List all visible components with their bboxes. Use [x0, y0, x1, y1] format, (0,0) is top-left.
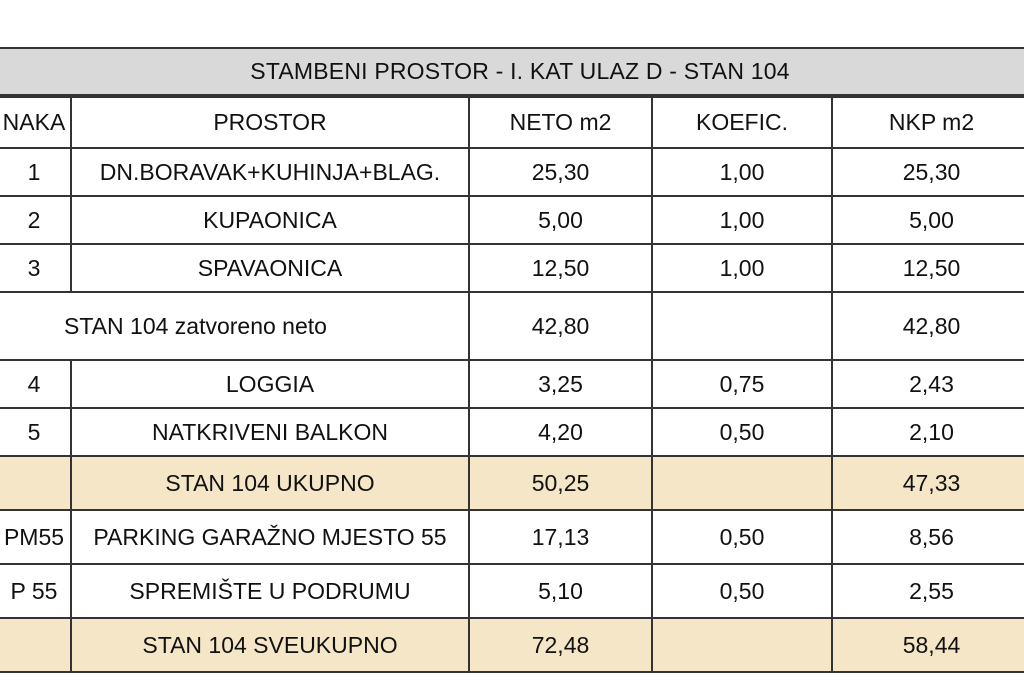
header-koef: KOEFIC.: [652, 97, 832, 148]
cell-oznaka: 2: [0, 196, 71, 244]
table-row: [0, 148, 1024, 196]
total-koef: [652, 456, 832, 510]
cell-oznaka: PM55: [0, 510, 71, 564]
table-row: [0, 408, 1024, 456]
cell-oznaka: 5: [0, 408, 71, 456]
area-table: [0, 96, 1024, 673]
table-row: [0, 510, 1024, 564]
cell-koef: 0,50: [652, 564, 832, 618]
table-title: STAMBENI PROSTOR - I. KAT ULAZ D - STAN 104: [250, 58, 790, 84]
total-row: [0, 456, 1024, 510]
table-title-row: [0, 47, 1024, 96]
cell-prostor: SPREMIŠTE U PODRUMU: [71, 564, 469, 618]
cell-oznaka: 4: [0, 360, 71, 408]
cell-koef: 1,00: [652, 148, 832, 196]
cell-koef: 0,75: [652, 360, 832, 408]
cell-neto: 3,25: [469, 360, 652, 408]
total-neto: 50,25: [469, 456, 652, 510]
subtotal-label: STAN 104 zatvoreno neto: [0, 292, 469, 360]
cell-prostor: NATKRIVENI BALKON: [71, 408, 469, 456]
header-neto: NETO m2: [469, 97, 652, 148]
grand-total-label: STAN 104 SVEUKUPNO: [71, 618, 469, 672]
cell-neto: 12,50: [469, 244, 652, 292]
cell-neto: 25,30: [469, 148, 652, 196]
cell-nkp: 2,10: [832, 408, 1024, 456]
grand-total-row: [0, 618, 1024, 672]
table-row: [0, 360, 1024, 408]
cell-nkp: 5,00: [832, 196, 1024, 244]
header-row: [0, 97, 1024, 148]
cell-neto: 5,00: [469, 196, 652, 244]
cell-neto: 5,10: [469, 564, 652, 618]
cell-nkp: 2,55: [832, 564, 1024, 618]
grand-total-nkp: 58,44: [832, 618, 1024, 672]
cell-nkp: 12,50: [832, 244, 1024, 292]
total-label: STAN 104 UKUPNO: [71, 456, 469, 510]
table-row: [0, 564, 1024, 618]
total-nkp: 47,33: [832, 456, 1024, 510]
cell-koef: 0,50: [652, 408, 832, 456]
table-row: [0, 196, 1024, 244]
cell-oznaka: 1: [0, 148, 71, 196]
grand-total-oznaka: [0, 618, 71, 672]
subtotal-nkp: 42,80: [832, 292, 1024, 360]
cell-nkp: 8,56: [832, 510, 1024, 564]
cell-prostor: LOGGIA: [71, 360, 469, 408]
cell-oznaka: P 55: [0, 564, 71, 618]
header-prostor: PROSTOR: [71, 97, 469, 148]
subtotal-koef: [652, 292, 832, 360]
cell-oznaka: 3: [0, 244, 71, 292]
subtotal-row: [0, 292, 1024, 360]
subtotal-neto: 42,80: [469, 292, 652, 360]
grand-total-neto: 72,48: [469, 618, 652, 672]
cell-koef: 0,50: [652, 510, 832, 564]
cell-nkp: 25,30: [832, 148, 1024, 196]
cell-koef: 1,00: [652, 196, 832, 244]
header-nkp: NKP m2: [832, 97, 1024, 148]
cell-nkp: 2,43: [832, 360, 1024, 408]
table-row: [0, 244, 1024, 292]
cell-prostor: PARKING GARAŽNO MJESTO 55: [71, 510, 469, 564]
cell-prostor: KUPAONICA: [71, 196, 469, 244]
grand-total-koef: [652, 618, 832, 672]
cell-neto: 17,13: [469, 510, 652, 564]
cell-neto: 4,20: [469, 408, 652, 456]
cell-koef: 1,00: [652, 244, 832, 292]
total-oznaka: [0, 456, 71, 510]
header-oznaka: NAKA: [0, 97, 71, 148]
cell-prostor: DN.BORAVAK+KUHINJA+BLAG.: [71, 148, 469, 196]
cell-prostor: SPAVAONICA: [71, 244, 469, 292]
